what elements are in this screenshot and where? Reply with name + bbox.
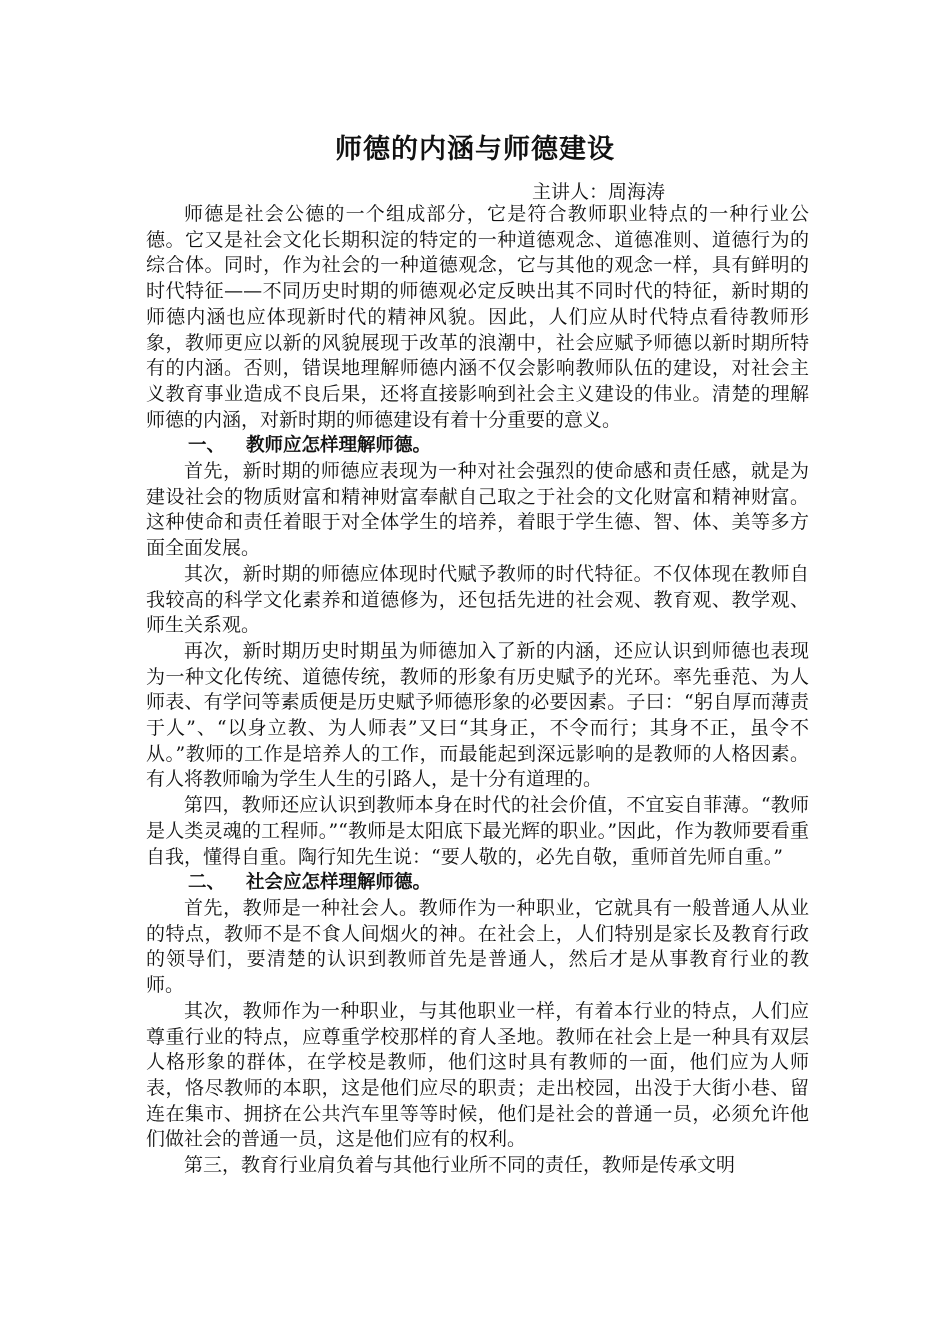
body-paragraph: 第三，教育行业肩负着与其他行业所不同的责任，教师是传承文明 [184, 1154, 736, 1177]
body-paragraph: 第四，教师还应认识到教师本身在时代的社会价值，不宜妄自菲薄。“教师是人类灵魂的工程师。”“教师是太阳底下最光辉的职业。”因此，作为教师要看重自我，懂得自重。陶行知先生说：“要人敬的，必先自敬，重师首先师自重。” [146, 794, 809, 868]
document-body [146, 202, 809, 1179]
speaker-line: 主讲人：周海涛 [532, 181, 666, 203]
section-number: 一、 [188, 435, 226, 457]
body-paragraph: 再次，新时期历史时期虽为师德加入了新的内涵，还应认识到师德也表现为一种文化传统、道德传统，教师的形象有历史赋予的光环。率先垂范、为人师表、有学问等素质便是历史赋予师德形象的必要因素。子曰：“躬自厚而薄责于人”、“以身立教、为人师表”又曰“其身正，不令而行；其身不正，虽令不从。”教师的工作是培养人的工作，而最能起到深远影响的是教师的人格因素。有人将教师喻为学生人生的引路人，是十分有道理的。 [146, 639, 809, 791]
body-paragraph: 首先，新时期的师德应表现为一种对社会强烈的使命感和责任感，就是为建设社会的物质财富和精神财富奉献自己取之于社会的文化财富和精神财富。这种使命和责任着眼于对全体学生的培养，着眼于学生德、智、体、美等多方面全面发展。 [146, 460, 809, 560]
document-title: 师德的内涵与师德建设 [335, 134, 615, 165]
section-heading-1 [146, 433, 809, 459]
body-paragraph: 首先，教师是一种社会人。教师作为一种职业，它就具有一般普通人从业的特点，教师不是不食人间烟火的神。在社会上，人们特别是家长及教育行政的领导们，要清楚的认识到教师首先是普通人，然后才是从事教育行业的教师。 [146, 896, 809, 997]
section-heading-2 [146, 870, 809, 896]
body-paragraph: 其次，教师作为一种职业，与其他职业一样，有着本行业的特点，人们应尊重行业的特点，应尊重学校那样的育人圣地。教师在社会上是一种具有双层人格形象的群体，在学校是教师，他们这时具有教师的一面，他们应为人师表，恪尽教师的本职，这是他们应尽的职责；走出校园，出没于大街小巷、留连在集市、拥挤在公共汽车里等等时候，他们是社会的普通一员，必须允许他们做社会的普通一员，这是他们应有的权利。 [146, 999, 809, 1151]
section-heading-text: 社会应怎样理解师德。 [246, 872, 432, 894]
section-number: 二、 [188, 872, 226, 894]
section-heading-text: 教师应怎样理解师德。 [246, 435, 432, 457]
body-paragraph: 其次，新时期的师德应体现时代赋予教师的时代特征。不仅体现在教师自我较高的科学文化素养和道德修为，还包括先进的社会观、教育观、教学观、师生关系观。 [146, 562, 809, 637]
intro-paragraph: 师德是社会公德的一个组成部分，它是符合教师职业特点的一种行业公德。它又是社会文化长期积淀的特定的一种道德观念、道德准则、道德行为的综合体。同时，作为社会的一种道德观念，它与其他的观念一样，具有鲜明的时代特征——不同历史时期的师德观必定反映出其不同时代的特征，新时期的师德内涵也应体现新时代的精神风貌。因此，人们应从时代特点看待教师形象，教师更应以新的风貌展现于改革的浪潮中，社会应赋予师德以新时期所特有的内涵。否则，错误地理解师德内涵不仅会影响教师队伍的建设，对社会主义教育事业造成不良后果，还将直接影响到社会主义建设的伟业。清楚的理解师德的内涵，对新时期的师德建设有着十分重要的意义。 [146, 203, 809, 431]
